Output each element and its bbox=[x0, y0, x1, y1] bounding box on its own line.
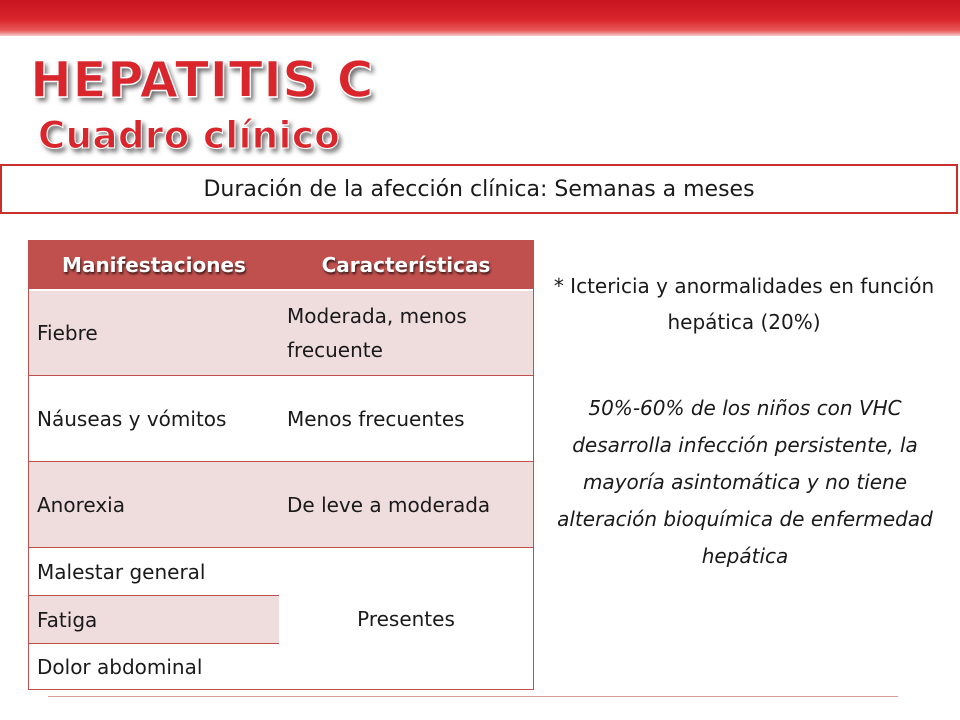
table-cell-manifestation: Náuseas y vómitos bbox=[29, 375, 279, 461]
children-note: 50%-60% de los niños con VHC desarrolla infección persistente, la mayoría asintomática y no tiene alteración bioquímica de enfermedad hepática bbox=[557, 396, 933, 568]
slide-subtitle: Cuadro clínico bbox=[38, 114, 341, 157]
table-cell-manifestation: Fiebre bbox=[29, 291, 279, 375]
table-cell-characteristic: Menos frecuentes bbox=[279, 375, 533, 461]
table-cell-manifestation: Anorexia bbox=[29, 461, 279, 547]
top-banner-bar bbox=[0, 0, 960, 36]
table-header-manifestaciones: Manifestaciones bbox=[29, 241, 279, 291]
duration-text: Duración de la afección clínica: Semanas a meses bbox=[203, 176, 755, 202]
table-cell-characteristic: Moderada, menos frecuente bbox=[279, 291, 533, 375]
table-cell-merged-characteristic: Presentes bbox=[279, 547, 533, 689]
table-cell-characteristic: De leve a moderada bbox=[279, 461, 533, 547]
jaundice-note: * Ictericia y anormalidades en función hepática (20%) bbox=[553, 274, 935, 334]
table-cell-manifestation: Malestar general bbox=[29, 547, 279, 595]
manifestations-table bbox=[28, 240, 534, 690]
table-header-caracteristicas: Características bbox=[279, 241, 533, 291]
table-cell-manifestation: Fatiga bbox=[29, 595, 279, 643]
table-cell-manifestation: Dolor abdominal bbox=[29, 643, 279, 689]
footer-divider bbox=[48, 696, 898, 697]
slide-title: HEPATITIS C bbox=[30, 51, 374, 109]
duration-box bbox=[0, 164, 958, 214]
